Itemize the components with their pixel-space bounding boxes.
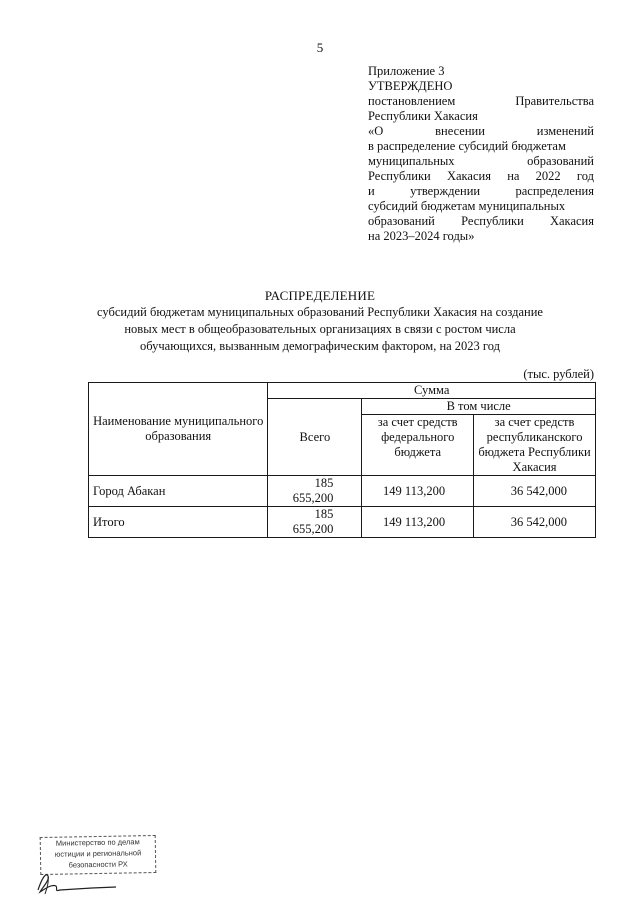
header-federal: за счет средств федерального бюджета xyxy=(362,415,474,476)
subtitle-line: новых мест в общеобразовательных организациях в связи с ростом числа xyxy=(124,322,516,336)
stamp-line: юстиции и региональной xyxy=(54,848,142,859)
approval-block xyxy=(368,64,594,244)
document-subtitle xyxy=(40,304,600,355)
approval-line-4: Республики Хакасия xyxy=(368,109,478,123)
subtitle-line: обучающихся, вызванным демографическим фактором, на 2023 год xyxy=(140,339,500,353)
approval-line-9: и утверждении распределения xyxy=(368,184,594,198)
table-row xyxy=(89,476,596,507)
header-including: В том числе xyxy=(362,399,596,415)
republic-value: 36 542,000 xyxy=(474,476,596,507)
page-number: 5 xyxy=(316,40,324,55)
approval-line-8: Республики Хакасия на 2022 год xyxy=(368,169,594,183)
approval-line-11: образований Республики Хакасия xyxy=(368,214,594,228)
header-municipality: Наименование муниципального образования xyxy=(89,383,268,476)
total-value: 185 655,200 xyxy=(268,476,362,507)
republic-value: 36 542,000 xyxy=(474,507,596,538)
distribution-table xyxy=(88,382,596,538)
appendix-number: Приложение 3 xyxy=(368,64,445,78)
approval-line-5: «О внесении изменений xyxy=(368,124,594,138)
approval-line-7: муниципальных образований xyxy=(368,154,594,168)
total-value: 185 655,200 xyxy=(268,507,362,538)
subtitle-line: субсидий бюджетам муниципальных образований Республики Хакасия на создание xyxy=(97,305,543,319)
approval-line-3: постановлением Правительства xyxy=(368,94,594,108)
stamp-line: Министерство по делам xyxy=(55,837,140,848)
approval-line-12: на 2023–2024 годы» xyxy=(368,229,475,243)
approved-label: УТВЕРЖДЕНО xyxy=(368,79,453,93)
header-total: Всего xyxy=(268,399,362,476)
document-title: РАСПРЕДЕЛЕНИЕ xyxy=(264,288,376,303)
header-republic: за счет средств республиканского бюджета Республики Хакасия xyxy=(474,415,596,476)
units-note: (тыс. рублей) xyxy=(523,367,594,381)
stamp-line: безопасности РХ xyxy=(68,859,128,870)
municipality-name: Город Абакан xyxy=(89,476,268,507)
approval-line-6: в распределение субсидий бюджетам xyxy=(368,139,566,153)
header-sum: Сумма xyxy=(268,383,596,399)
table-row-total xyxy=(89,507,596,538)
municipality-name: Итого xyxy=(89,507,268,538)
signature-icon xyxy=(32,866,122,898)
federal-value: 149 113,200 xyxy=(362,507,474,538)
federal-value: 149 113,200 xyxy=(362,476,474,507)
approval-line-10: субсидий бюджетам муниципальных xyxy=(368,199,566,213)
